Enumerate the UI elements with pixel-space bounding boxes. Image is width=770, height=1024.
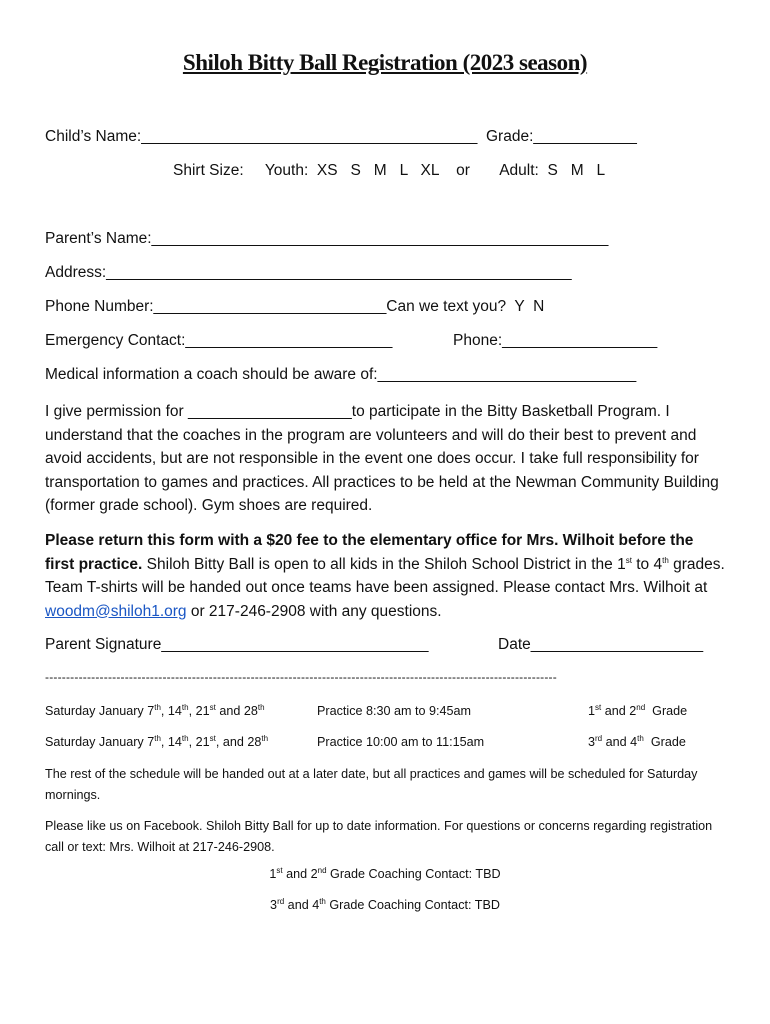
schedule-note: The rest of the schedule will be handed out at a later date, but all practices and games will be scheduled for Saturday mornings.: [45, 767, 698, 802]
date-line: Date____________________: [498, 636, 704, 653]
return-text: grades. Team T-shirts will be handed out once teams have been assigned. Please contact Mrs. Wilhoit at: [45, 555, 725, 596]
facebook-note: Please like us on Facebook. Shiloh Bitty Ball for up to date information. For questions or concerns regarding registration call or text: Mrs. Wilhoit at 217-246-2908.: [45, 819, 713, 854]
child-name-grade-line: Child’s Name:_______________________________________ Grade:____________: [45, 128, 637, 145]
coaching-contact-2: 3rd and 4th Grade Coaching Contact: TBD: [270, 896, 500, 912]
schedule-row-1-dates: Saturday January 7th, 14th, 21st and 28th: [45, 702, 265, 718]
parent-signature-line: Parent Signature_______________________________: [45, 636, 429, 653]
form-title: Shiloh Bitty Ball Registration (2023 season): [182, 50, 588, 75]
shirt-size-line: Shirt Size: Youth: XS S M L XL or Adult: S M L: [173, 162, 606, 179]
schedule-row-1-practice: Practice 8:30 am to 9:45am: [317, 704, 472, 718]
return-text: Shiloh Bitty Ball is open to all kids in the Shiloh School District in the 1: [142, 555, 626, 573]
superscript: st: [625, 555, 632, 565]
email-link[interactable]: woodm@shiloh1.org: [45, 602, 187, 620]
coaching-contact-1: 1st and 2nd Grade Coaching Contact: TBD: [269, 865, 501, 881]
medical-info-line: Medical information a coach should be aware of:______________________________: [45, 366, 637, 383]
return-instructions: [45, 529, 725, 623]
phone-number-line: Phone Number:___________________________Can we text you? Y N: [45, 298, 545, 315]
divider: --------------------------------------------------------------------------------------------------------------------------: [45, 670, 557, 684]
return-text: to 4: [631, 555, 663, 573]
schedule-row-1-grade: 1st and 2nd Grade: [588, 702, 688, 718]
emergency-phone-line: Phone:__________________: [453, 332, 658, 349]
superscript: th: [662, 555, 669, 565]
return-text: or 217-246-2908 with any questions.: [186, 602, 442, 620]
schedule-row-2-practice: Practice 10:00 am to 11:15am: [317, 735, 485, 749]
parent-name-line: Parent’s Name:_____________________________________________________: [45, 230, 609, 247]
schedule-row-2-dates: Saturday January 7th, 14th, 21st, and 28th: [45, 733, 269, 749]
address-line: Address:______________________________________________________: [45, 264, 572, 281]
emergency-contact-line: Emergency Contact:________________________: [45, 332, 393, 349]
permission-paragraph: I give permission for ___________________to participate in the Bitty Basketball Program. I understand that the coaches in the program are volunteers and will do their best to prevent and avoid accidents, but are not responsible in the event one does occur. I take full responsibility for transportation to games and practices. All practices to be held at the Newman Community Building (former grade school). Gym shoes are required.: [45, 403, 719, 514]
return-bold-text: Please return this form with a $20 fee to the elementary office for Mrs. Wilhoit before the first practice.: [45, 532, 694, 573]
schedule-row-2-grade: 3rd and 4th Grade: [588, 733, 686, 749]
